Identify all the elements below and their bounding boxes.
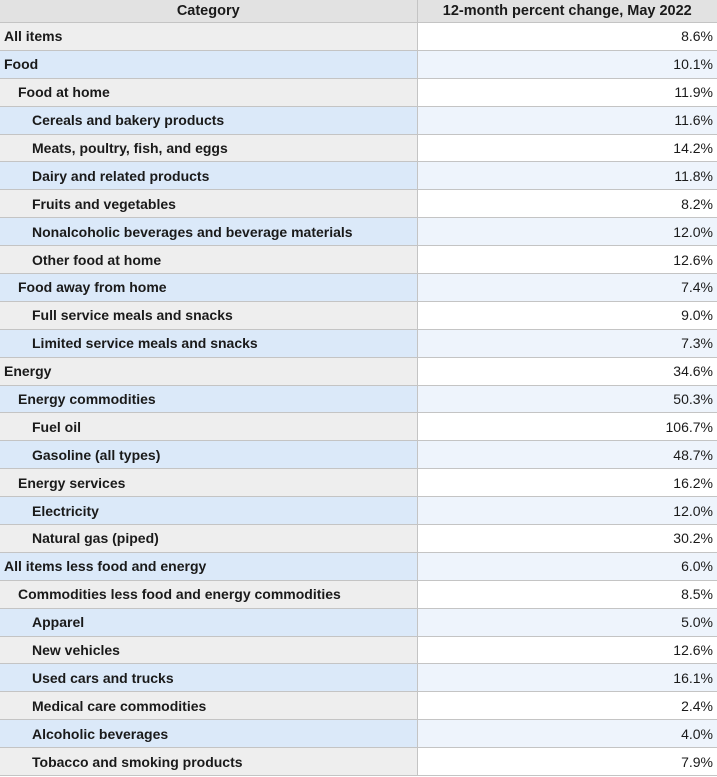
category-cell: Dairy and related products bbox=[0, 162, 417, 190]
percent-change-cell: 2.4% bbox=[417, 692, 717, 720]
category-cell: New vehicles bbox=[0, 636, 417, 664]
table-row bbox=[0, 218, 717, 246]
category-cell: Tobacco and smoking products bbox=[0, 748, 417, 776]
percent-change-cell: 12.0% bbox=[417, 497, 717, 525]
category-cell: Full service meals and snacks bbox=[0, 301, 417, 329]
percent-change-cell: 12.0% bbox=[417, 218, 717, 246]
category-cell: Cereals and bakery products bbox=[0, 106, 417, 134]
percent-change-column-header: 12-month percent change, May 2022 bbox=[417, 0, 717, 23]
percent-change-cell: 50.3% bbox=[417, 385, 717, 413]
category-cell: Food bbox=[0, 50, 417, 78]
table-row bbox=[0, 274, 717, 302]
table-row bbox=[0, 385, 717, 413]
category-cell: Fruits and vegetables bbox=[0, 190, 417, 218]
table-row bbox=[0, 301, 717, 329]
category-cell: Nonalcoholic beverages and beverage materials bbox=[0, 218, 417, 246]
category-cell: Apparel bbox=[0, 608, 417, 636]
table-row bbox=[0, 497, 717, 525]
table-row bbox=[0, 162, 717, 190]
percent-change-cell: 10.1% bbox=[417, 50, 717, 78]
category-cell: Energy bbox=[0, 357, 417, 385]
table-row bbox=[0, 580, 717, 608]
category-column-header: Category bbox=[0, 0, 417, 23]
table-row bbox=[0, 552, 717, 580]
category-cell: Other food at home bbox=[0, 246, 417, 274]
category-cell: Food at home bbox=[0, 78, 417, 106]
table-row bbox=[0, 413, 717, 441]
table-body bbox=[0, 23, 717, 776]
category-cell: Medical care commodities bbox=[0, 692, 417, 720]
percent-change-cell: 8.5% bbox=[417, 580, 717, 608]
table-row bbox=[0, 441, 717, 469]
category-cell: All items bbox=[0, 23, 417, 51]
percent-change-cell: 11.8% bbox=[417, 162, 717, 190]
table-row bbox=[0, 636, 717, 664]
percent-change-cell: 30.2% bbox=[417, 525, 717, 553]
percent-change-cell: 8.6% bbox=[417, 23, 717, 51]
table-row bbox=[0, 608, 717, 636]
category-cell: Commodities less food and energy commodities bbox=[0, 580, 417, 608]
percent-change-cell: 14.2% bbox=[417, 134, 717, 162]
percent-change-cell: 16.2% bbox=[417, 469, 717, 497]
percent-change-cell: 12.6% bbox=[417, 246, 717, 274]
percent-change-cell: 106.7% bbox=[417, 413, 717, 441]
percent-change-cell: 4.0% bbox=[417, 720, 717, 748]
percent-change-cell: 7.4% bbox=[417, 274, 717, 302]
table-row bbox=[0, 106, 717, 134]
table-row bbox=[0, 748, 717, 776]
table-row bbox=[0, 246, 717, 274]
percent-change-cell: 9.0% bbox=[417, 301, 717, 329]
category-cell: Electricity bbox=[0, 497, 417, 525]
percent-change-cell: 7.3% bbox=[417, 329, 717, 357]
category-cell: All items less food and energy bbox=[0, 552, 417, 580]
table-row bbox=[0, 23, 717, 51]
percent-change-cell: 11.9% bbox=[417, 78, 717, 106]
table-row bbox=[0, 78, 717, 106]
table-row bbox=[0, 469, 717, 497]
table-row bbox=[0, 50, 717, 78]
table-row bbox=[0, 190, 717, 218]
category-cell: Alcoholic beverages bbox=[0, 720, 417, 748]
table-row bbox=[0, 664, 717, 692]
category-cell: Food away from home bbox=[0, 274, 417, 302]
category-cell: Natural gas (piped) bbox=[0, 525, 417, 553]
percent-change-cell: 12.6% bbox=[417, 636, 717, 664]
percent-change-cell: 7.9% bbox=[417, 748, 717, 776]
percent-change-cell: 8.2% bbox=[417, 190, 717, 218]
category-cell: Energy services bbox=[0, 469, 417, 497]
category-cell: Fuel oil bbox=[0, 413, 417, 441]
category-cell: Limited service meals and snacks bbox=[0, 329, 417, 357]
table-row bbox=[0, 525, 717, 553]
percent-change-cell: 34.6% bbox=[417, 357, 717, 385]
table-header-row bbox=[0, 0, 717, 23]
table-row bbox=[0, 134, 717, 162]
table-row bbox=[0, 692, 717, 720]
percent-change-cell: 11.6% bbox=[417, 106, 717, 134]
percent-change-cell: 16.1% bbox=[417, 664, 717, 692]
percent-change-cell: 48.7% bbox=[417, 441, 717, 469]
percent-change-cell: 6.0% bbox=[417, 552, 717, 580]
percent-change-cell: 5.0% bbox=[417, 608, 717, 636]
table-row bbox=[0, 720, 717, 748]
table-row bbox=[0, 357, 717, 385]
category-cell: Gasoline (all types) bbox=[0, 441, 417, 469]
category-cell: Energy commodities bbox=[0, 385, 417, 413]
category-cell: Used cars and trucks bbox=[0, 664, 417, 692]
category-cell: Meats, poultry, fish, and eggs bbox=[0, 134, 417, 162]
table-row bbox=[0, 329, 717, 357]
